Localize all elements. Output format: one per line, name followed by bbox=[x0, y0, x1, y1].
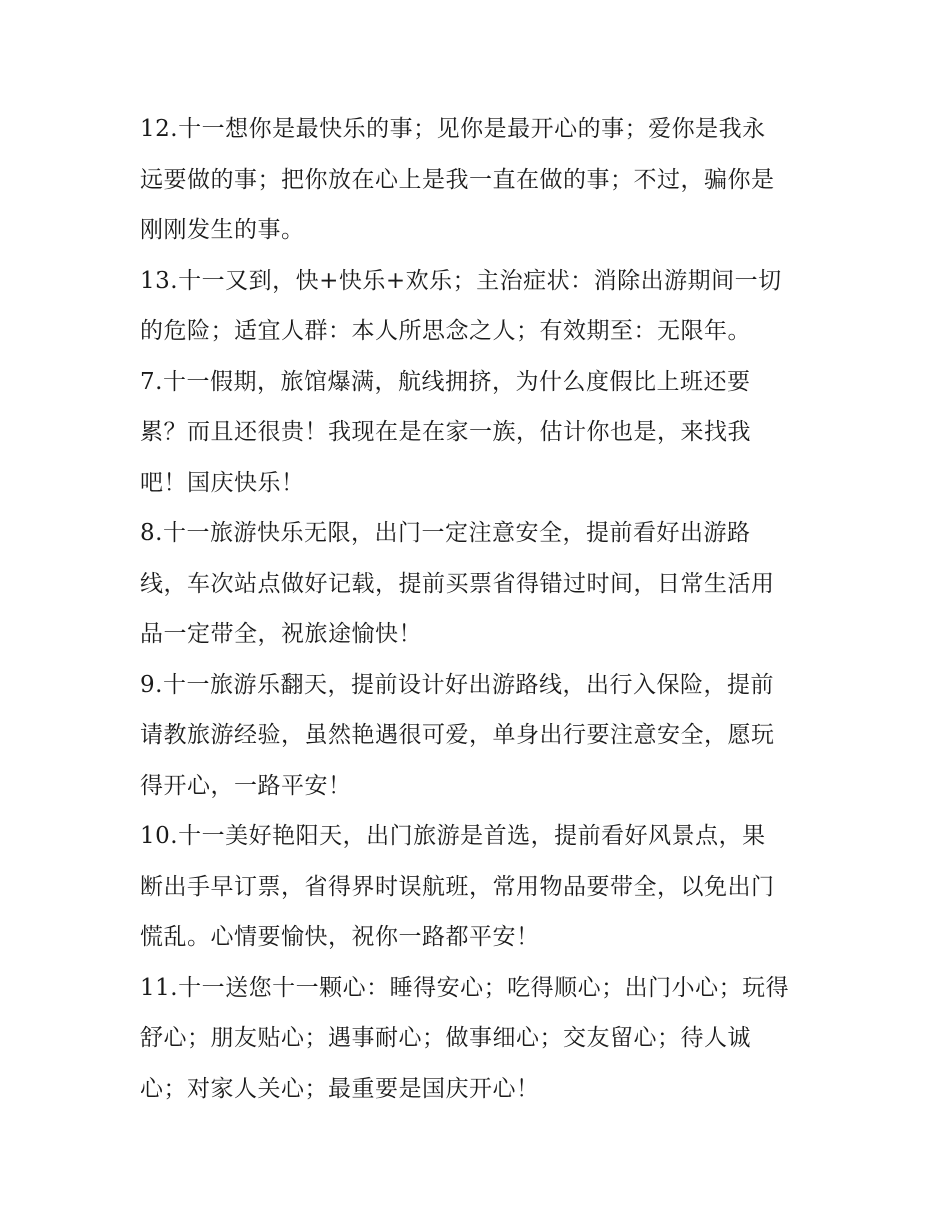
text-line: 舒心；朋友贴心；遇事耐心；做事细心；交友留心；待人诚 bbox=[140, 1025, 751, 1051]
paragraph-11 bbox=[140, 963, 820, 1115]
text-line: 断出手早订票，省得界时误航班，常用物品要带全，以免出门 bbox=[140, 873, 775, 900]
paragraph-13 bbox=[140, 256, 820, 357]
paragraph-12 bbox=[140, 104, 820, 256]
text-line: 11.十一送您十一颗心：睡得安心；吃得顺心；出门小心；玩得 bbox=[140, 974, 790, 1001]
paragraph-9 bbox=[140, 660, 820, 812]
text-line: 累？而且还很贵！我现在是在家一族，估计你也是，来找我 bbox=[140, 419, 751, 445]
text-line: 13.十一又到，快+快乐+欢乐；主治症状：消除出游期间一切 bbox=[140, 267, 782, 294]
text-line: 8.十一旅游快乐无限，出门一定注意安全，提前看好出游路 bbox=[140, 520, 751, 546]
text-line: 请教旅游经验，虽然艳遇很可爱，单身出行要注意安全，愿玩 bbox=[140, 722, 775, 748]
text-line: 7.十一假期，旅馆爆满，航线拥挤，为什么度假比上班还要 bbox=[140, 368, 751, 395]
paragraph-10 bbox=[140, 811, 820, 963]
text-line: 10.十一美好艳阳天，出门旅游是首选，提前看好风景点，果 bbox=[140, 823, 766, 849]
text-line: 品一定带全，祝旅途愉快！ bbox=[140, 621, 422, 647]
text-line: 得开心，一路平安！ bbox=[140, 772, 352, 799]
text-line: 12.十一想你是最快乐的事；见你是最开心的事；爱你是我永 bbox=[140, 116, 766, 142]
text-line: 9.十一旅游乐翻天，提前设计好出游路线，出行入保险，提前 bbox=[140, 671, 774, 698]
text-line: 线，车次站点做好记载，提前买票省得错过时间，日常生活用 bbox=[140, 570, 775, 597]
text-line: 刚刚发生的事。 bbox=[140, 217, 305, 243]
text-line: 的危险；适宜人群：本人所思念之人；有效期至：无限年。 bbox=[140, 318, 751, 344]
paragraph-8 bbox=[140, 508, 820, 660]
text-line: 远要做的事；把你放在心上是我一直在做的事；不过，骗你是 bbox=[140, 166, 775, 193]
text-line: 心；对家人关心；最重要是国庆开心！ bbox=[140, 1075, 540, 1102]
document-body bbox=[140, 104, 820, 1114]
text-line: 慌乱。心情要愉快，祝你一路都平安！ bbox=[140, 924, 540, 950]
text-line: 吧！国庆快乐！ bbox=[140, 469, 305, 496]
paragraph-7 bbox=[140, 357, 820, 509]
